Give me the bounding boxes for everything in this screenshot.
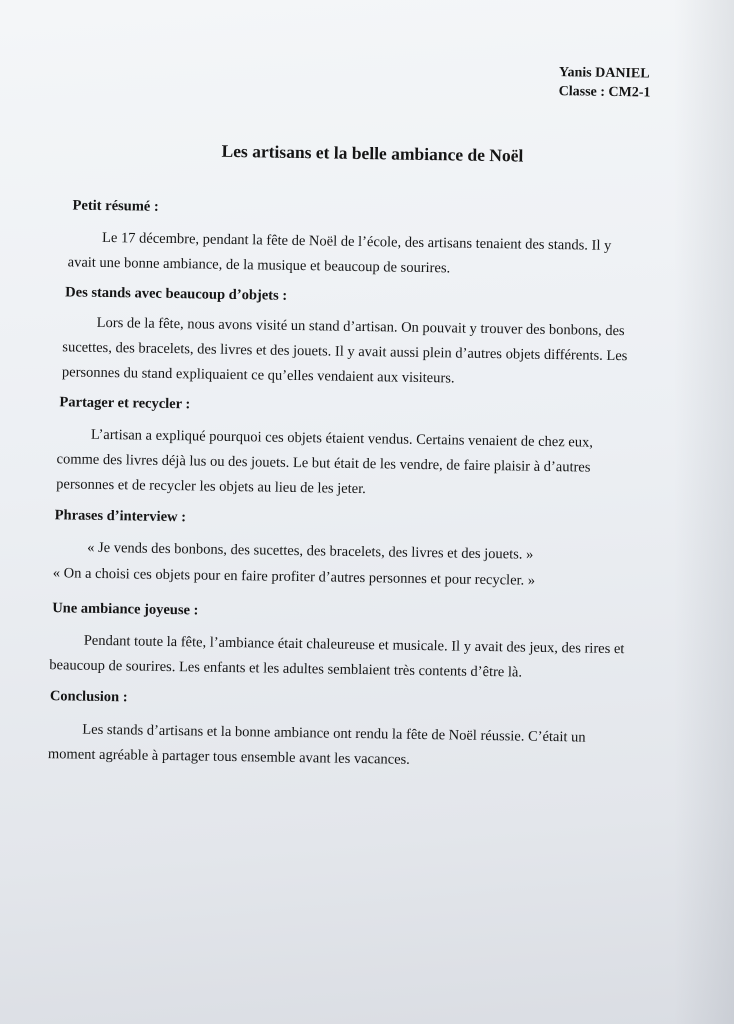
paragraph-stands: Lors de la fête, nous avons visité un stand d’artisan. On pouvait y trouver des bonbons, des sucettes, des bracelets, des livres et des jouets. Il y avait aussi plein d’autres objets différents. Les personnes du stand expliquaient ce qu’elles vendaient aux visiteurs. (61, 314, 628, 387)
paragraph-conclusion: Les stands d’artisans et la bonne ambiance ont rendu la fête de Noël réussie. C’était un moment agréable à partager tous ensemble avant les vacances. (47, 721, 586, 768)
interview-quote-2: « On a choisi ces objets pour en faire profiter d’autres personnes et pour recycler. » (52, 565, 536, 589)
document-title: Les artisans et la belle ambiance de Noël (221, 140, 524, 166)
paragraph-ambiance: Pendant toute la fête, l’ambiance était chaleureuse et musicale. Il y avait des jeux, des rires et beaucoup de sourires. Les enfants et les adultes semblaient très contents d’être là. (49, 632, 625, 681)
paragraph-recycle: L’artisan a expliqué pourquoi ces objets étaient vendus. Certains venaient de chez eux, comme des livres déjà lus ou des jouets. Le but était de les vendre, de faire plaisir à d’autres personnes et de recycler les objets au lieu de les jeter. (56, 426, 594, 498)
student-header (559, 63, 651, 102)
section-heading-interview: Phrases d’interview : (54, 507, 187, 526)
student-name: Yanis DANIEL (558, 65, 650, 82)
section-heading-conclusion: Conclusion : (49, 688, 128, 706)
section-heading-recycle: Partager et recycler : (59, 394, 191, 413)
section-heading-summary: Petit résumé : (72, 197, 159, 215)
section-heading-stands: Des stands avec beaucoup d’objets : (65, 284, 288, 304)
section-heading-ambiance: Une ambiance joyeuse : (52, 600, 199, 619)
interview-quote-1: « Je vends des bonbons, des sucettes, des bracelets, des livres et des jouets. » (87, 539, 534, 563)
paragraph-summary: Le 17 décembre, pendant la fête de Noël de l’école, des artisans tenaient des stands. Il y avait une bonne ambiance, de la musique et beaucoup de sourires. (67, 229, 612, 277)
class-label: Classe : CM2-1 (558, 84, 651, 101)
